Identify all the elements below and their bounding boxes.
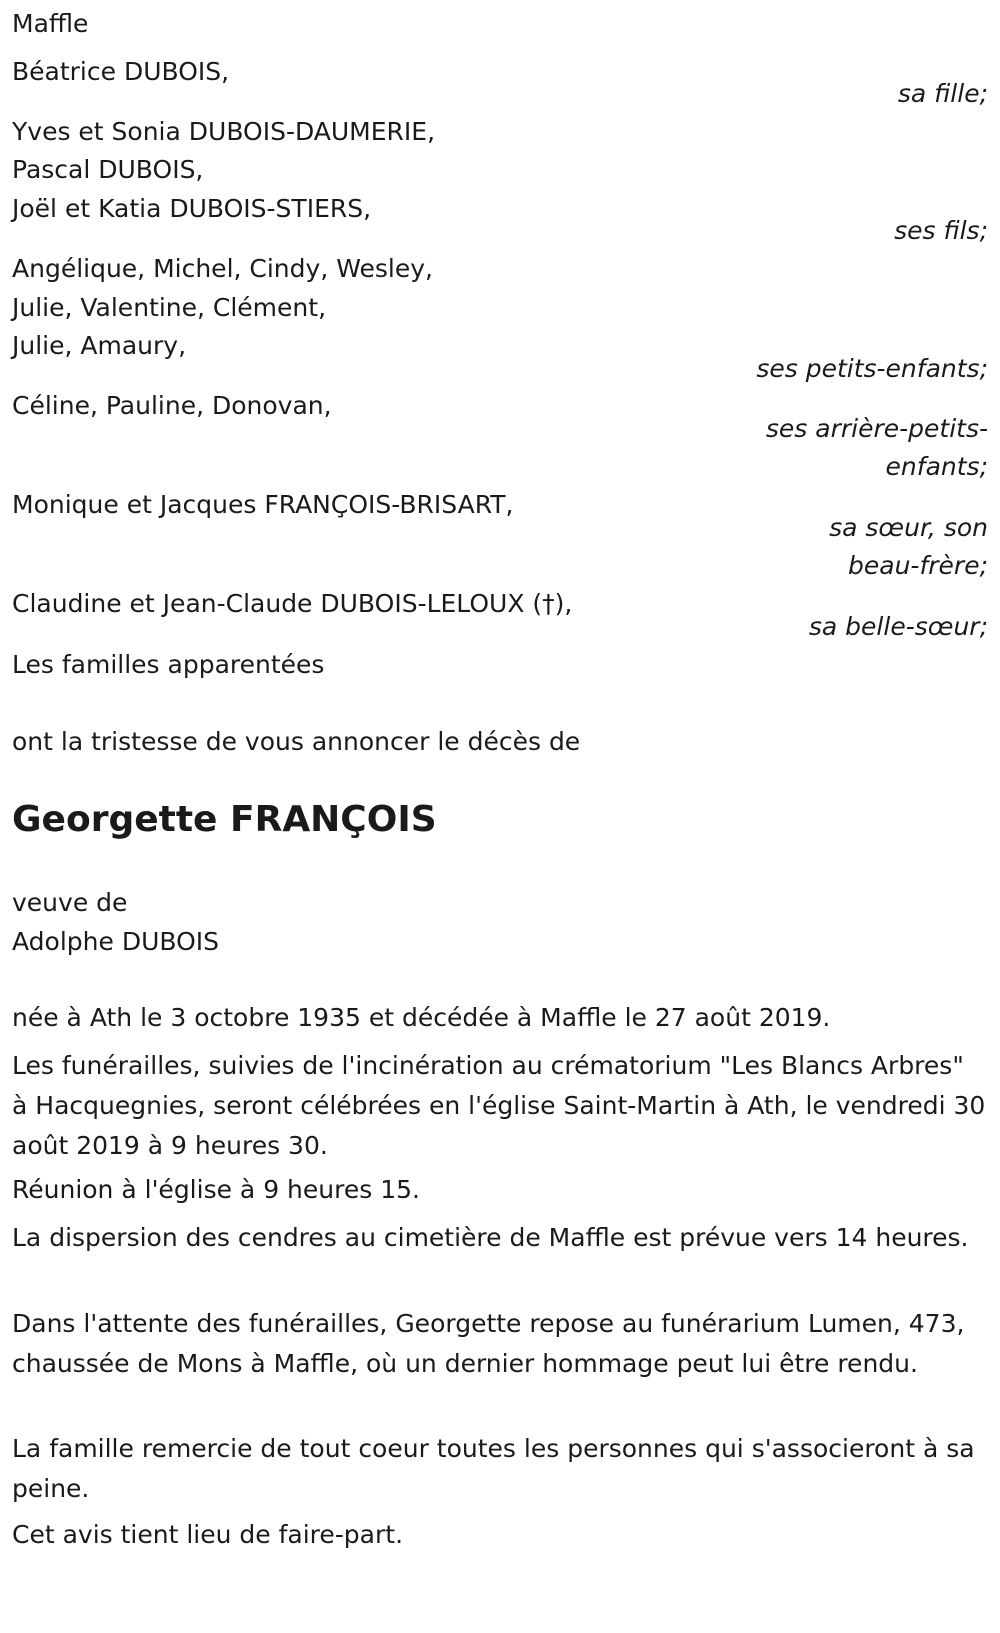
family-relation: sa belle-sœur;: [808, 612, 988, 641]
family-name-line: Monique et Jacques FRANÇOIS-BRISART,: [12, 490, 514, 519]
announcement-text: ont la tristesse de vous annoncer le décès de: [12, 727, 581, 756]
funeral-paragraph: Les funérailles, suivies de l'incinération au crématorium "Les Blancs Arbres" à Hacquegnies, seront célébrées en l'église Saint-Martin à Ath, le vendredi 30 août 2019 à 9 heures 30.: [12, 1051, 986, 1160]
family-name-line: Julie, Amaury,: [12, 331, 187, 360]
family-name-line: Angélique, Michel, Cindy, Wesley,: [12, 254, 433, 283]
deceased-name: Georgette FRANÇOIS: [12, 799, 437, 840]
family-relation: beau-frère;: [848, 551, 988, 580]
thanks-paragraph: La famille remercie de tout coeur toutes les personnes qui s'associeront à sa peine.: [12, 1434, 975, 1503]
notice-paragraph: Cet avis tient lieu de faire-part.: [12, 1520, 404, 1549]
family-relation: ses arrière-petits-: [765, 414, 988, 443]
family-relation: sa sœur, son: [829, 513, 988, 542]
family-name-line: Julie, Valentine, Clément,: [12, 293, 327, 322]
family-relation: ses fils;: [894, 216, 988, 245]
family-name-line: Les familles apparentées: [12, 650, 325, 679]
place-name: Maffle: [12, 9, 89, 38]
meeting-paragraph: Réunion à l'église à 9 heures 15.: [12, 1175, 420, 1204]
family-name-line: Joël et Katia DUBOIS-STIERS,: [12, 194, 372, 223]
family-name-line: Béatrice DUBOIS,: [12, 57, 230, 86]
birth-death-paragraph: née à Ath le 3 octobre 1935 et décédée à Maffle le 27 août 2019.: [12, 1003, 831, 1032]
family-relation: sa fille;: [897, 79, 988, 108]
family-name-line: Yves et Sonia DUBOIS-DAUMERIE,: [12, 117, 436, 146]
spouse-name: Adolphe DUBOIS: [12, 927, 219, 956]
ashes-paragraph: La dispersion des cendres au cimetière de Maffle est prévue vers 14 heures.: [12, 1223, 969, 1252]
family-relation: ses petits-enfants;: [756, 354, 988, 383]
family-name-line: Pascal DUBOIS,: [12, 155, 204, 184]
widow-of-label: veuve de: [12, 888, 128, 917]
family-name-line: Claudine et Jean-Claude DUBOIS-LELOUX (†),: [12, 589, 573, 618]
family-name-line: Céline, Pauline, Donovan,: [12, 391, 332, 420]
family-relation: enfants;: [885, 452, 988, 481]
funerarium-paragraph: Dans l'attente des funérailles, Georgette repose au funérarium Lumen, 473, chaussée de Mons à Maffle, où un dernier hommage peut lui être rendu.: [12, 1309, 965, 1378]
